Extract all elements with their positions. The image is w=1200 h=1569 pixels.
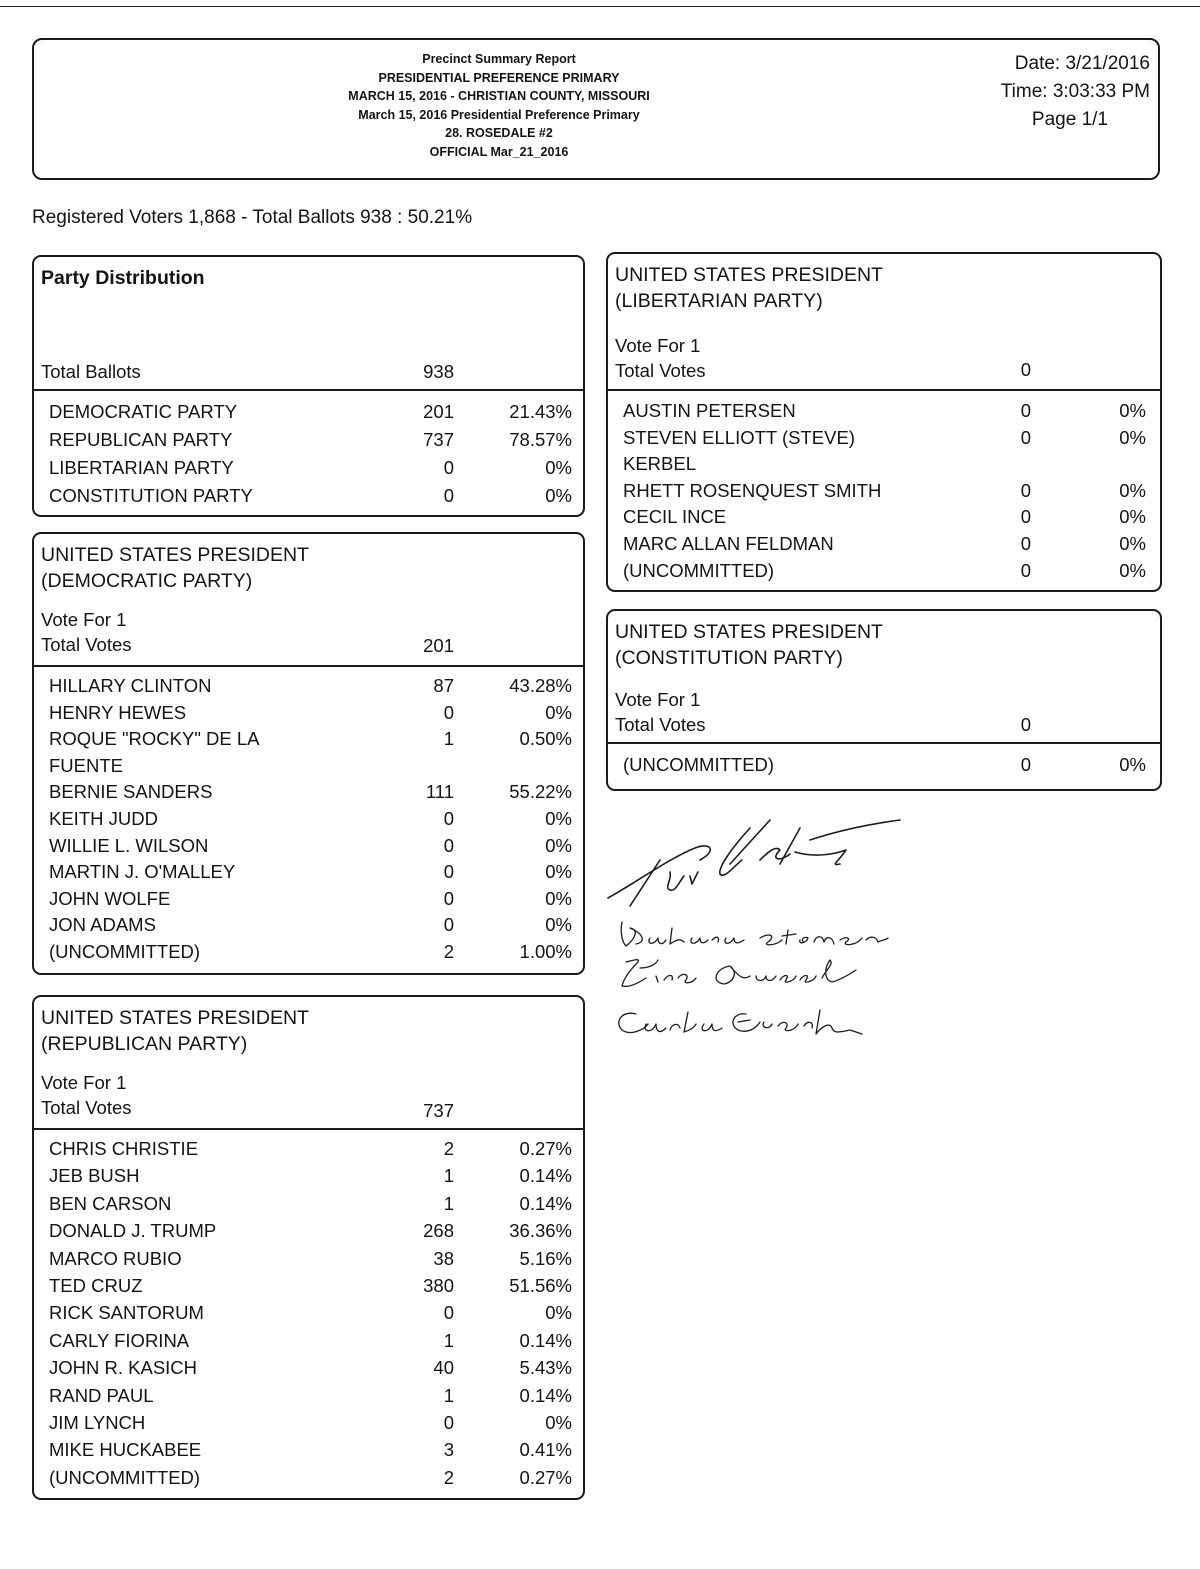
vote-count: 38 [433,1247,454,1269]
candidate-name: RHETT ROSENQUEST SMITH [623,479,882,501]
vote-percent: 78.57% [509,429,572,450]
candidate-name: FUENTE [49,754,123,776]
candidate-name: LIBERTARIAN PARTY [49,457,234,478]
vote-percent: 0% [1119,506,1146,528]
vote-percent: 0% [1119,533,1146,554]
vote-count: 2 [443,1138,454,1159]
vote-count: 0 [443,1302,454,1324]
report-title-line: 28. ROSEDALE #2 [445,126,553,140]
vote-count: 0 [443,834,454,856]
report-title-line: OFFICIAL Mar_21_2016 [429,144,569,159]
libertarian-president-panel [606,252,1162,592]
candidate-name: DEMOCRATIC PARTY [49,401,238,422]
vote-count: 1 [443,1384,454,1406]
report-title-line: Precinct Summary Report [422,52,576,66]
vote-count: 0 [443,808,454,829]
candidate-name: CHRIS CHRISTIE [49,1138,199,1159]
panel-title [615,619,883,671]
candidate-name: HENRY HEWES [49,701,187,723]
vote-percent: 0.14% [519,1165,572,1187]
vote-count: 0 [1020,754,1031,775]
panel-divider [34,389,583,391]
democratic-president-panel [32,532,585,975]
total-votes-label: Total Votes [615,360,706,381]
candidate-name: CARLY FIORINA [49,1329,190,1351]
vote-percent: 0% [545,808,572,829]
vote-percent: 0.14% [519,1384,572,1406]
vote-count: 0 [1020,506,1031,528]
vote-count: 0 [1020,559,1031,581]
total-votes-label: Total Votes [41,634,132,655]
report-title-block [234,50,764,161]
vote-percent: 0.50% [519,728,572,750]
vote-percent: 0% [545,861,572,883]
vote-count: 1 [443,728,454,750]
vote-count: 0 [443,887,454,909]
total-votes-value: 0 [1020,359,1031,380]
panel-divider [608,742,1160,744]
candidate-name: KERBEL [623,453,697,475]
vote-percent: 0% [545,1302,572,1324]
candidate-name: JEB BUSH [49,1165,140,1187]
vote-for-label: Vote For 1 [41,609,127,630]
vote-percent: 0% [1119,754,1146,775]
vote-percent: 36.36% [509,1220,572,1242]
vote-count: 0 [443,701,454,723]
vote-count: 0 [443,914,454,936]
candidate-name: CONSTITUTION PARTY [49,485,253,506]
total-votes-label: Total Votes [41,1097,132,1118]
vote-for-label: Vote For 1 [615,689,701,710]
panel-title-line: (DEMOCRATIC PARTY) [41,570,253,592]
vote-percent: 0% [1119,479,1146,501]
vote-count: 1 [443,1165,454,1187]
candidate-name: RICK SANTORUM [49,1302,204,1324]
panel-title-line: UNITED STATES PRESIDENT [615,264,883,286]
panel-divider [34,1128,583,1130]
vote-count: 0 [443,485,454,506]
vote-percent: 55.22% [509,781,572,803]
total-ballots-label: Total Ballots [41,361,141,382]
report-time: Time: 3:03:33 PM [1000,81,1150,102]
vote-percent: 0.14% [519,1192,572,1214]
vote-percent: 0.27% [519,1466,572,1488]
vote-count: 268 [423,1220,454,1242]
candidate-name: JOHN WOLFE [49,887,171,909]
candidate-name: JIM LYNCH [49,1412,146,1433]
vote-percent: 0% [545,485,572,506]
panel-title [41,542,309,594]
vote-count: 0 [1020,400,1031,421]
vote-percent: 21.43% [509,401,572,422]
panel-title-line: (LIBERTARIAN PARTY) [615,290,823,312]
candidate-name: JOHN R. KASICH [49,1357,198,1379]
candidate-name: (UNCOMMITTED) [49,1466,201,1488]
candidate-name: MARC ALLAN FELDMAN [623,533,834,554]
candidate-name: MARCO RUBIO [49,1247,182,1269]
candidate-name: HILLARY CLINTON [49,675,212,696]
candidate-name: KEITH JUDD [49,808,158,829]
vote-percent: 0% [545,887,572,909]
vote-count: 737 [423,429,454,450]
candidate-name: CECIL INCE [623,506,727,528]
vote-percent: 0.27% [519,1138,572,1159]
panel-title-line: (CONSTITUTION PARTY) [615,647,843,669]
candidate-name: WILLIE L. WILSON [49,834,209,856]
vote-count: 380 [423,1275,454,1296]
candidate-name: (UNCOMMITTED) [49,941,201,962]
vote-count: 111 [425,781,454,803]
vote-percent: 1.00% [519,941,572,962]
report-title-line: PRESIDENTIAL PREFERENCE PRIMARY [378,70,620,85]
party-distribution-panel [32,255,585,517]
candidate-name: DONALD J. TRUMP [49,1220,217,1242]
candidate-name: MIKE HUCKABEE [49,1439,202,1461]
candidate-name: BERNIE SANDERS [49,781,213,803]
vote-for-label: Vote For 1 [615,335,701,356]
vote-count: 2 [443,941,454,962]
vote-count: 1 [443,1192,454,1214]
panel-divider [34,665,583,667]
vote-count: 0 [443,1412,454,1433]
signature-1 [608,820,900,906]
vote-count: 87 [433,675,454,696]
vote-percent: 0% [545,834,572,856]
panel-divider [608,389,1160,391]
candidate-name: MARTIN J. O'MALLEY [49,861,236,883]
candidate-name: (UNCOMMITTED) [623,754,775,775]
republican-president-panel [32,995,585,1500]
signature-4 [619,1010,862,1034]
candidate-name: BEN CARSON [49,1192,172,1214]
registered-voters-summary: Registered Voters 1,868 - Total Ballots 938 : 50.21% [32,207,473,228]
report-header [32,38,1160,180]
vote-count: 0 [443,457,454,478]
vote-count: 2 [443,1466,454,1488]
report-meta [950,50,1150,134]
page-number: Page 1/1 [1031,109,1108,130]
vote-percent: 0% [1119,559,1146,581]
vote-percent: 0% [545,457,572,478]
vote-count: 201 [423,401,454,422]
vote-count: 40 [433,1357,454,1379]
panel-title [615,262,883,314]
candidate-name: STEVEN ELLIOTT (STEVE) [623,426,855,448]
vote-percent: 0% [545,914,572,936]
candidate-name: ROQUE "ROCKY" DE LA [49,728,260,750]
signature-2 [621,922,888,946]
vote-for-label: Vote For 1 [41,1072,127,1093]
vote-percent: 0% [1119,426,1146,448]
candidate-name: AUSTIN PETERSEN [623,400,796,421]
total-votes-value: 201 [423,635,454,656]
panel-title: Party Distribution [41,267,205,289]
panel-title-line: UNITED STATES PRESIDENT [615,621,883,643]
vote-count: 0 [443,861,454,883]
candidate-name: REPUBLICAN PARTY [49,429,233,450]
candidate-name: RAND PAUL [49,1384,154,1406]
panel-title-line: UNITED STATES PRESIDENT [41,1007,309,1029]
panel-title-line: UNITED STATES PRESIDENT [41,544,309,566]
panel-title-line: (REPUBLICAN PARTY) [41,1033,248,1055]
vote-percent: 5.16% [519,1247,572,1269]
vote-percent: 0% [545,1412,572,1433]
signatures [600,810,920,1050]
vote-count: 0 [1020,533,1031,554]
vote-percent: 5.43% [519,1357,572,1379]
report-date: Date: 3/21/2016 [1014,53,1150,74]
candidate-name: JON ADAMS [49,914,156,936]
constitution-president-panel [606,609,1162,791]
vote-percent: 51.56% [509,1275,572,1296]
vote-percent: 0.14% [519,1329,572,1351]
panel-title [41,1005,309,1057]
signature-3 [622,960,856,987]
vote-percent: 0.41% [519,1439,572,1461]
report-title-line: March 15, 2016 Presidential Preference Primary [358,107,640,122]
vote-percent: 43.28% [509,675,572,696]
vote-count: 0 [1020,426,1031,448]
page-top-rule [0,6,1200,7]
vote-count: 3 [443,1439,454,1461]
vote-percent: 0% [545,701,572,723]
vote-percent: 0% [1119,400,1146,421]
total-votes-value: 737 [423,1100,454,1121]
report-title-line: MARCH 15, 2016 - CHRISTIAN COUNTY, MISSOURI [348,89,650,103]
vote-count: 1 [443,1329,454,1351]
candidate-name: TED CRUZ [49,1275,143,1296]
candidate-name: (UNCOMMITTED) [623,559,775,581]
vote-count: 0 [1020,479,1031,501]
total-votes-value: 0 [1020,714,1031,735]
total-votes-label: Total Votes [615,714,706,735]
total-ballots-value: 938 [423,361,454,382]
